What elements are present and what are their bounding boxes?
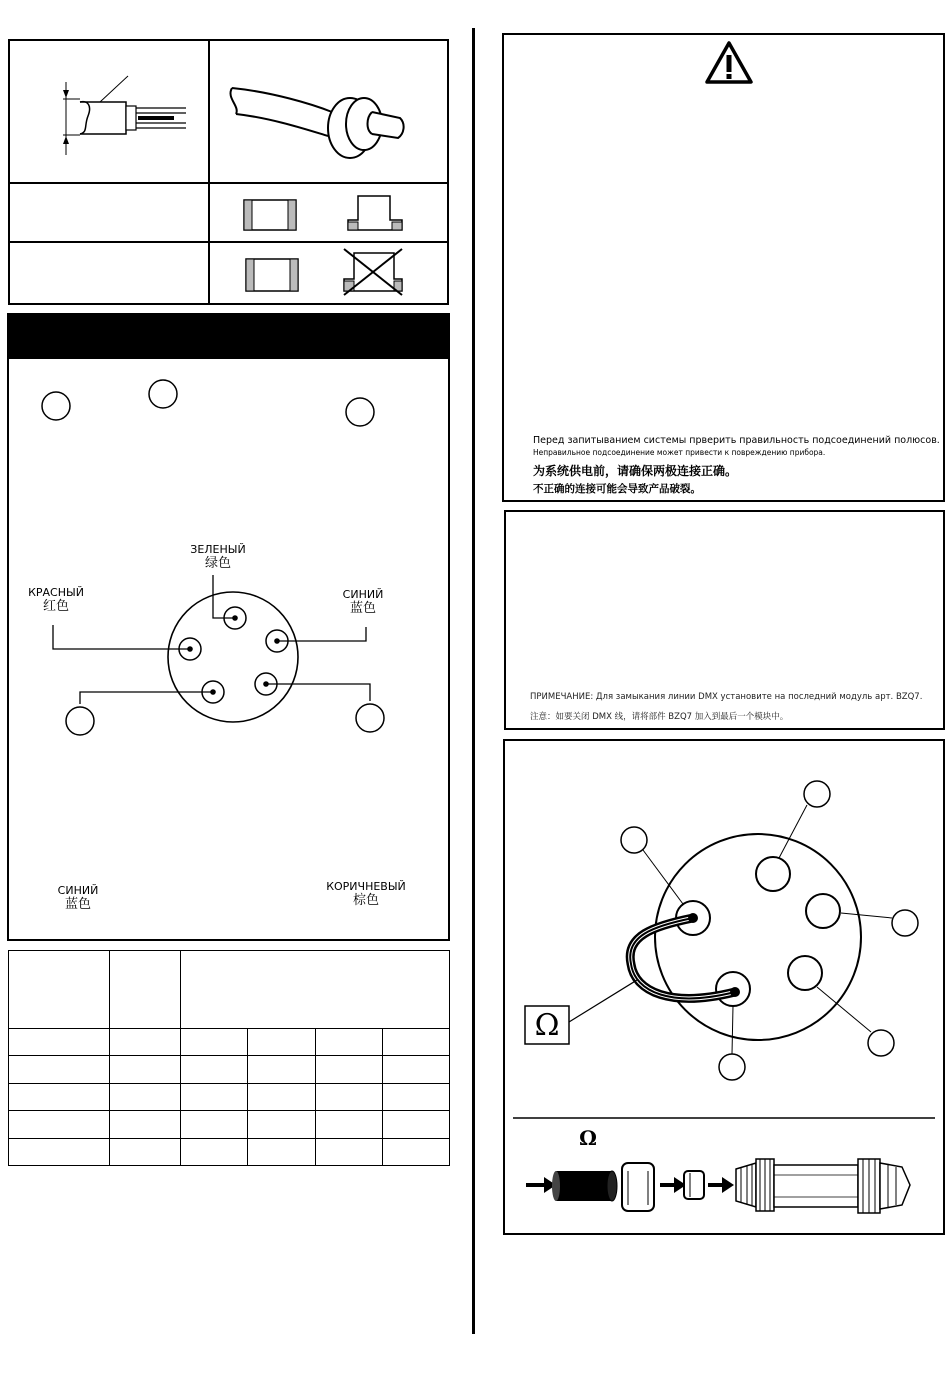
wiring-diagram xyxy=(7,359,450,939)
assembly-sequence xyxy=(518,1145,938,1225)
table-row xyxy=(9,1083,450,1110)
warning-text-ru-1: Перед запитыванием системы прверить правильность подсоединений полюсов. xyxy=(533,435,940,446)
callout-circle xyxy=(42,392,70,420)
wire-label-blue-top: СИНИЙ 蓝色 xyxy=(342,588,384,616)
callout-circle xyxy=(66,707,94,735)
seal-correct-icons xyxy=(212,184,448,240)
callout-circle xyxy=(892,910,918,936)
table-cell xyxy=(181,951,450,1029)
socket xyxy=(806,894,840,928)
omega-label: Ω xyxy=(579,1126,597,1150)
table-row xyxy=(9,1111,450,1138)
omega-box-symbol: Ω xyxy=(534,1008,560,1043)
wire-label-red: КРАСНЫЙ 红色 xyxy=(28,586,84,614)
seal-wrong-icons xyxy=(212,243,448,303)
wire-label-green: ЗЕЛЕНЫЙ 绿色 xyxy=(190,543,246,571)
wire-label-blue-bottom: СИНИЙ 蓝色 xyxy=(57,884,99,912)
warning-triangle-icon xyxy=(704,40,754,86)
warning-text-ru-2: Неправильное подсоединение может привести к повреждению прибора. xyxy=(533,448,826,457)
callout-circle xyxy=(804,781,830,807)
table-cell xyxy=(9,951,110,1029)
callout-circle xyxy=(346,398,374,426)
warning-box xyxy=(502,33,945,502)
callout-circle xyxy=(719,1054,745,1080)
stripped-cable-illustration xyxy=(10,40,210,180)
spec-table xyxy=(8,950,450,1166)
warning-text-zh-2: 不正确的连接可能会导致产品破裂。 xyxy=(533,483,701,495)
callout-circle xyxy=(356,704,384,732)
socket xyxy=(788,956,822,990)
callout-circle xyxy=(621,827,647,853)
note-text-ru: ПРИМЕЧАНИЕ: Для замыкания линии DMX установите на последний модуль арт. BZQ7. xyxy=(530,692,923,702)
table-cell xyxy=(110,951,181,1029)
table-row xyxy=(9,1138,450,1165)
note-text-zh: 注意：如要关闭 DMX 线，请将部件 BZQ7 加入到最后一个模块中。 xyxy=(530,712,789,722)
callout-circle xyxy=(868,1030,894,1056)
column-divider xyxy=(472,28,475,1334)
table-row xyxy=(9,1056,450,1083)
wire-label-brown: КОРИЧНЕВЫЙ 棕色 xyxy=(326,880,406,908)
cable-gland-illustration xyxy=(212,40,448,180)
table-row xyxy=(9,1029,450,1056)
terminator-connector-diagram xyxy=(503,740,945,1110)
socket xyxy=(756,857,790,891)
wiring-panel-header-bar xyxy=(7,313,450,359)
warning-text-zh-1: 为系统供电前，请确保两极连接正确。 xyxy=(533,464,738,478)
callout-circle xyxy=(149,380,177,408)
